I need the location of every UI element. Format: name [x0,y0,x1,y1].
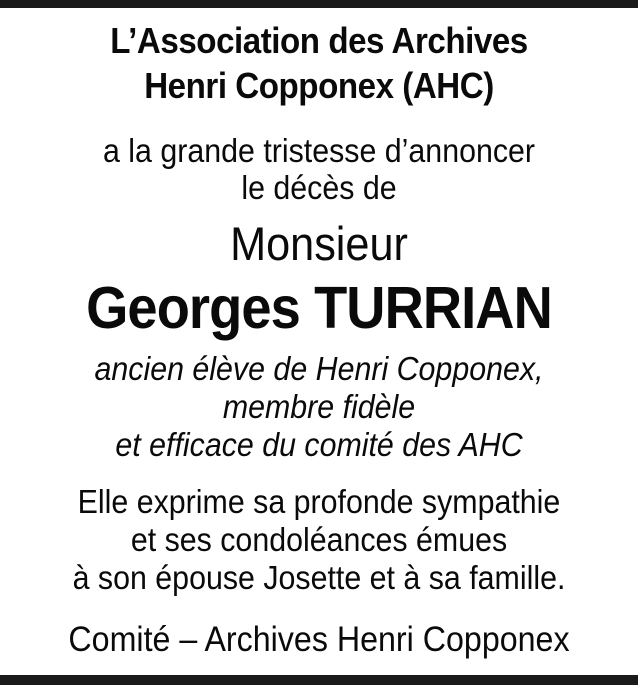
top-border-rule [0,0,638,8]
organization-name [26,18,613,108]
announcement-line-2: le décès de [241,169,397,206]
announcement-line-1: a la grande tristesse d’annoncer [102,132,536,169]
tribute-line-2: membre fidèle [222,388,416,425]
condolence-line-3: à son épouse Josette et à sa famille. [72,559,566,596]
organization-name-line-2: Henri Copponex (AHC) [144,65,494,106]
deceased-name: Georges TURRIAN [86,275,552,341]
condolence-line-1: Elle exprime sa profonde sympathie [77,483,561,520]
announcement-text [26,132,613,206]
tribute-text [26,350,613,464]
notice-content [26,8,613,675]
signature-line: Comité – Archives Henri Copponex [68,620,570,659]
bottom-border-rule [0,675,638,685]
condolence-text [26,483,613,597]
condolence-line-2: et ses condoléances émues [130,521,508,558]
tribute-line-3: et efficace du comité des AHC [115,426,523,463]
organization-name-line-1: L’Association des Archives [110,20,528,61]
tribute-line-1: ancien élève de Henri Copponex, [94,350,544,387]
salutation: Monsieur [230,217,408,270]
